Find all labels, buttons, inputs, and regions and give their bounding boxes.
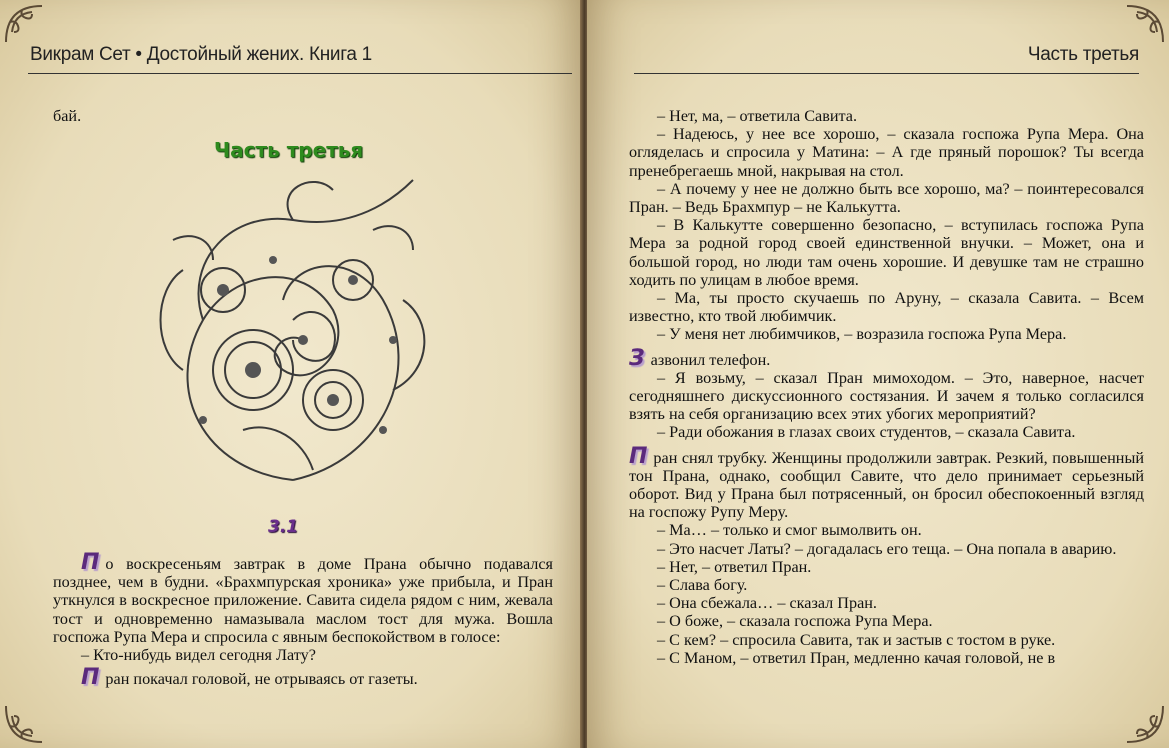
dialogue-line: – Ма, ты просто скучаешь по Аруну, – сказала Савита. – Всем известно, кто твой любимчик. [629,289,1144,326]
dialogue-line: – У меня нет любимчиков, – возразила госпожа Рупа Мера. [657,325,1067,344]
dialogue-line: – С Маном, – ответил Пран, медленно качая головой, не в [657,648,1056,667]
dialogue-block [629,107,1144,344]
drop-cap: П [81,665,100,691]
corner-ornament-icon [2,686,62,746]
paragraph [53,550,553,646]
dialogue-block [629,369,1144,442]
right-body-text [629,107,1144,667]
paragraph [629,443,1144,522]
paragraph: – Кто-нибудь видел сегодня Лату? [81,646,316,665]
dialogue-line: – Нет, – ответил Пран. [657,557,812,576]
paragraph [629,345,1144,371]
paragraph-text: азвонил телефон. [650,350,771,369]
dialogue-line: – Нет, ма, – ответила Савита. [657,107,858,125]
dialogue-line: – Ма… – только и смог вымолвить он. [657,521,922,540]
dialogue-line: – Слава богу. [657,576,748,595]
header-rule [634,73,1139,74]
right-page [587,0,1169,748]
section-title: Часть третья [214,138,364,162]
header-rule [28,73,572,74]
dialogue-line: – А почему у нее не должно быть все хорошо, ма? – поинтересовался Пран. – Ведь Брахмпур – не Калькутта. [629,179,1144,217]
paragraph-text: ран снял трубку. Женщины продолжили завтрак. Резкий, повышенный тон Прана, однако, сообщил Савите, что дело принимает серьезный оборот. Вид у Прана был потрясенный, он бросил обеспокоенный взгляд на госпожу Рупу Меру. [629,448,1144,522]
paragraph-text: ран покачал головой, не отрываясь от газеты. [105,670,418,689]
top-line: бай. [53,107,82,125]
drop-cap: П [629,443,648,469]
dialogue-line: – В Калькутте совершенно безопасно, – вступилась госпожа Рупа Мера за родной город своей единственной внучки. – Может, она и большой город, но люди там очень хорошие. И девушке там не страшно ходить по улицам в любое время. [629,216,1144,289]
paisley-ornament-icon [143,170,439,500]
dialogue-line: – С кем? – спросила Савита, так и застыв с тостом в руке. [657,630,1056,649]
left-body-text [53,550,553,691]
paragraph [53,665,553,691]
corner-ornament-icon [1107,686,1167,746]
dialogue-line: – Надеюсь, у нее все хорошо, – сказала госпожа Рупа Мера. Она огляделась и спросила у Матина: – А где пряный порошок? Ты всегда пренебрегаешь мной, накрывая на стол. [629,125,1144,180]
paragraph-text: о воскресеньям завтрак в доме Прана обычно подавался позднее, чем в будни. «Брахмпурская хроника» уже прибыла, и Пран уткнулся в воскресное приложение. Савита сидела рядом с ним, жевала тост и одновременно намазывала маслом тост для мужа. Вошла госпожа Рупа Мера и спросила с явным беспокойством в голосе: [53,555,553,646]
left-page [0,0,582,748]
dialogue-line: – Это насчет Латы? – догадалась его теща. – Она попала в аварию. [657,539,1117,558]
dialogue-line: – О боже, – сказала госпожа Рупа Мера. [657,612,933,631]
dialogue-line: – Она сбежала… – сказал Пран. [657,594,877,613]
dialogue-block [629,521,1144,667]
chapter-number: 3.1 [268,517,299,537]
running-header-right: Часть третья [1027,44,1139,65]
drop-cap: З [629,345,645,371]
dialogue-line: – Ради обожания в глазах своих студентов, – сказала Савита. [657,423,1076,442]
running-header-left: Викрам Сет • Достойный жених. Книга 1 [30,44,372,65]
drop-cap: П [81,550,100,575]
dialogue-line: – Я возьму, – сказал Пран мимоходом. – Это, наверное, насчет сегодняшнего дискуссионного состязания. И зачем я только согласился взять на себя организацию всех этих убогих мероприятий? [629,368,1144,424]
